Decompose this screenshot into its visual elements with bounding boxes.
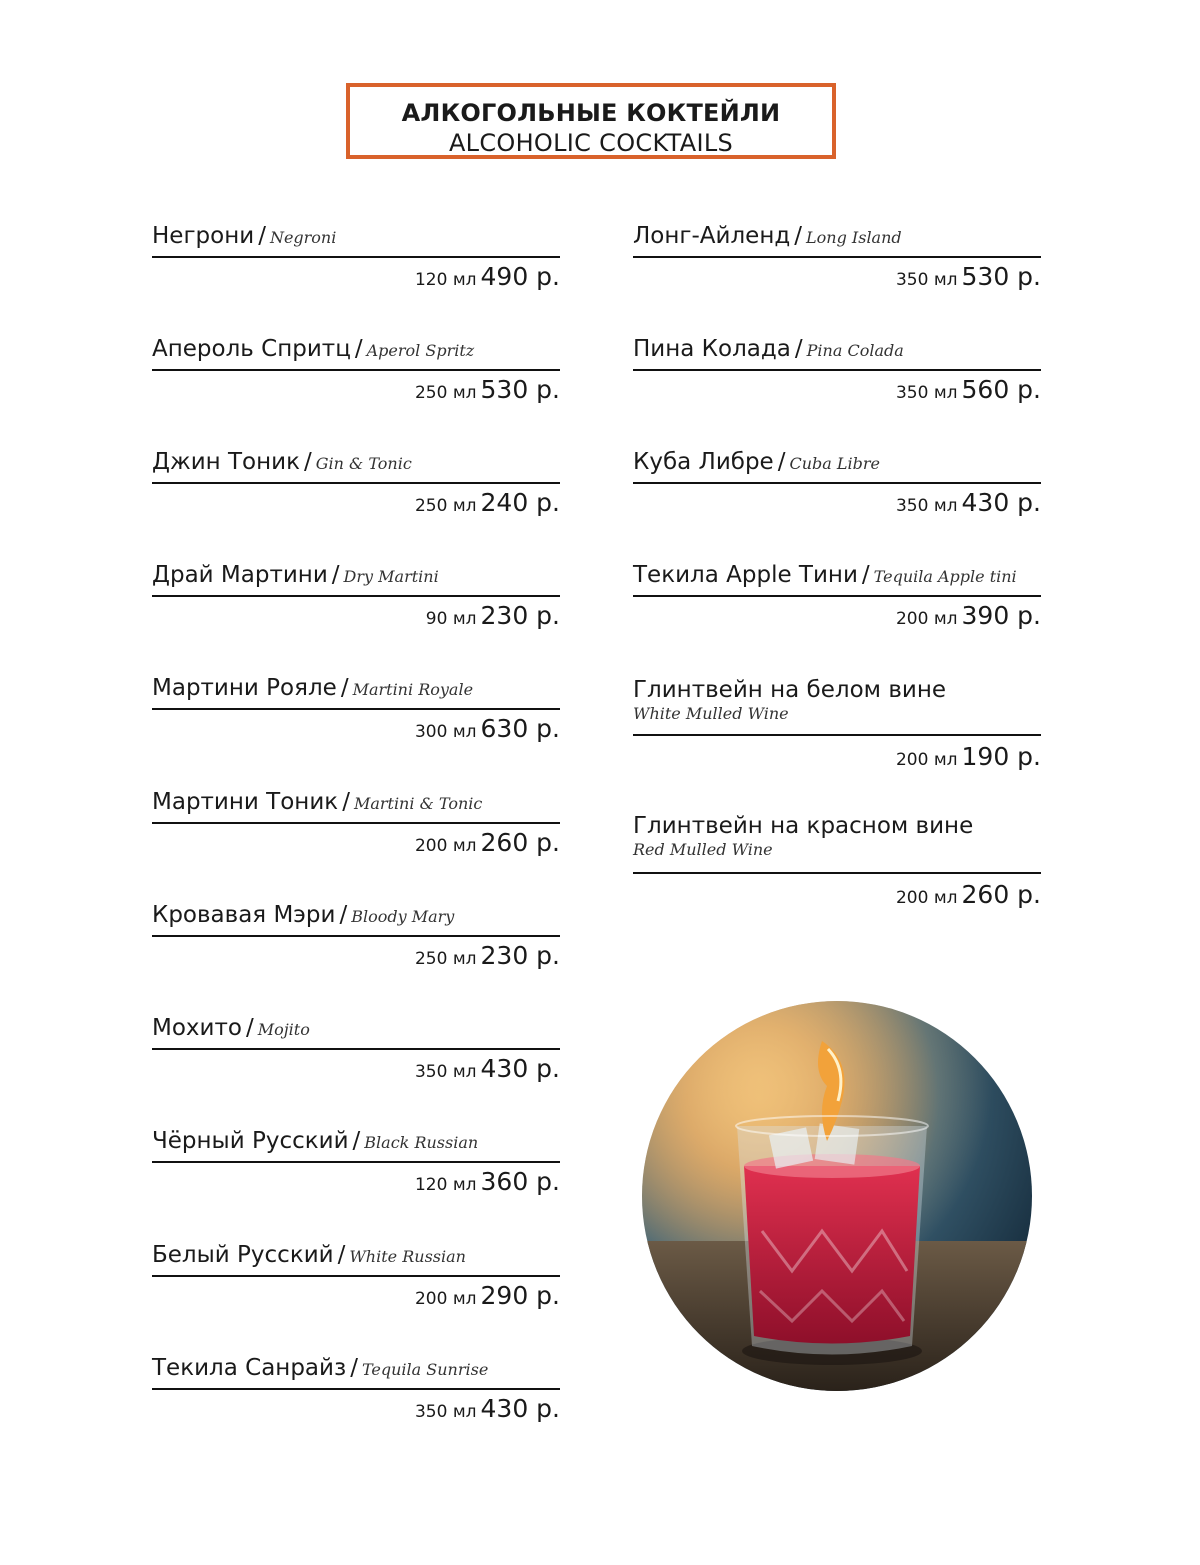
item-name-ru: Мохито (152, 1015, 242, 1041)
item-name-ru: Негрони (152, 223, 255, 249)
item-name-en: Pina Colada (806, 341, 904, 360)
item-price: 360 р. (480, 1167, 560, 1196)
item-volume: 90 мл (425, 609, 477, 629)
item-volume: 120 мл (414, 1175, 477, 1195)
menu-item-martini-royale (152, 674, 562, 743)
item-price: 290 р. (480, 1281, 560, 1310)
item-volume: 350 мл (895, 270, 958, 290)
menu-section-header (346, 83, 836, 159)
separator: / (342, 789, 350, 815)
divider (152, 1388, 560, 1390)
menu-item-black-russian (152, 1127, 562, 1196)
menu-item-red-mulled-wine (633, 812, 1043, 909)
section-title-ru: АЛКОГОЛЬНЫЕ КОКТЕЙЛИ (401, 99, 781, 127)
menu-item-aperol-spritz (152, 335, 562, 404)
item-volume: 200 мл (414, 836, 477, 856)
item-price: 430 р. (480, 1394, 560, 1423)
item-price: 630 р. (480, 714, 560, 743)
menu-item-bloody-mary (152, 901, 562, 970)
item-name-en: Aperol Spritz (366, 341, 475, 360)
divider (152, 935, 560, 937)
separator: / (350, 1355, 358, 1381)
menu-item-mojito (152, 1014, 562, 1083)
item-name-en: Negroni (269, 228, 337, 247)
item-volume: 120 мл (414, 270, 477, 290)
item-price: 260 р. (961, 880, 1041, 909)
separator: / (258, 223, 266, 249)
menu-item-tequila-sunrise (152, 1354, 562, 1423)
item-volume: 300 мл (414, 722, 477, 742)
divider (152, 369, 560, 371)
item-volume: 350 мл (895, 383, 958, 403)
divider (152, 1048, 560, 1050)
item-name-ru: Кровавая Мэри (152, 902, 336, 928)
item-price: 230 р. (480, 601, 560, 630)
divider (152, 482, 560, 484)
item-volume: 200 мл (895, 750, 958, 770)
item-name-en: Tequila Sunrise (361, 1360, 489, 1379)
divider (152, 595, 560, 597)
separator: / (331, 562, 340, 588)
separator: / (245, 1015, 254, 1041)
separator: / (354, 336, 363, 362)
item-name-ru: Глинтвейн на белом вине (633, 677, 947, 703)
item-name-en: Black Russian (364, 1133, 479, 1152)
separator: / (794, 223, 803, 249)
divider (633, 734, 1041, 736)
item-name-ru: Глинтвейн на красном вине (633, 813, 974, 839)
menu-item-gin-tonic (152, 448, 562, 517)
item-name-en: Gin & Tonic (315, 454, 412, 473)
item-name-ru: Куба Либре (633, 449, 774, 475)
item-name-ru: Текила Санрайз (152, 1355, 347, 1381)
item-price: 430 р. (961, 488, 1041, 517)
item-volume: 250 мл (414, 383, 477, 403)
item-price: 240 р. (480, 488, 560, 517)
item-name-en: Red Mulled Wine (633, 840, 773, 859)
item-name-en: Tequila Apple tini (873, 567, 1017, 586)
menu-item-pina-colada (633, 335, 1043, 404)
cocktail-photo (642, 1001, 1032, 1391)
item-volume: 250 мл (414, 949, 477, 969)
item-name-en: Cuba Libre (789, 454, 880, 473)
item-volume: 200 мл (895, 888, 958, 908)
item-name-en: Martini & Tonic (353, 794, 483, 813)
item-name-ru: Белый Русский (152, 1242, 334, 1268)
divider (633, 369, 1041, 371)
menu-item-cuba-libre (633, 448, 1043, 517)
item-name-en: Dry Martini (343, 567, 439, 586)
separator: / (794, 336, 803, 362)
item-name-ru: Лонг-Айленд (633, 223, 791, 249)
item-volume: 350 мл (414, 1402, 477, 1422)
item-name-en: Mojito (257, 1020, 310, 1039)
divider (152, 822, 560, 824)
item-price: 190 р. (961, 742, 1041, 771)
item-price: 560 р. (961, 375, 1041, 404)
item-volume: 200 мл (895, 609, 958, 629)
separator: / (337, 1242, 346, 1268)
item-volume: 350 мл (895, 496, 958, 516)
menu-item-dry-martini (152, 561, 562, 630)
item-price: 430 р. (480, 1054, 560, 1083)
item-volume: 200 мл (414, 1289, 477, 1309)
divider (633, 872, 1041, 874)
divider (152, 256, 560, 258)
item-name-ru: Текила Apple Тини (633, 562, 858, 588)
menu-item-negroni (152, 222, 562, 291)
item-price: 390 р. (961, 601, 1041, 630)
item-price: 530 р. (961, 262, 1041, 291)
item-name-ru: Мартини Тоник (152, 789, 339, 815)
divider (152, 1275, 560, 1277)
section-title-en: ALCOHOLIC COCKTAILS (448, 129, 734, 157)
item-volume: 350 мл (414, 1062, 477, 1082)
separator: / (352, 1128, 361, 1154)
separator: / (303, 449, 312, 475)
divider (152, 1161, 560, 1163)
item-name-en: Martini Royale (352, 680, 474, 699)
item-price: 490 р. (480, 262, 560, 291)
item-name-ru: Чёрный Русский (152, 1128, 349, 1154)
item-name-ru: Пина Колада (633, 336, 791, 362)
menu-item-long-island (633, 222, 1043, 291)
menu-item-white-russian (152, 1241, 562, 1310)
item-name-ru: Мартини Рояле (152, 675, 337, 701)
item-name-ru: Джин Тоник (152, 449, 300, 475)
item-name-ru: Апероль Спритц (152, 336, 351, 362)
item-name-en: Bloody Mary (351, 907, 455, 926)
separator: / (339, 902, 348, 928)
item-name-en: Long Island (806, 228, 902, 247)
divider (633, 482, 1041, 484)
divider (633, 256, 1041, 258)
item-name-en: White Mulled Wine (633, 704, 789, 723)
item-name-ru: Драй Мартини (152, 562, 328, 588)
separator: / (777, 449, 786, 475)
item-price: 530 р. (480, 375, 560, 404)
cocktail-glass-illustration (642, 1001, 1032, 1391)
item-price: 230 р. (480, 941, 560, 970)
menu-item-martini-tonic (152, 788, 562, 857)
item-price: 260 р. (480, 828, 560, 857)
separator: / (340, 675, 349, 701)
item-volume: 250 мл (414, 496, 477, 516)
separator: / (861, 562, 870, 588)
divider (633, 595, 1041, 597)
menu-item-tequila-apple-tini (633, 561, 1043, 630)
divider (152, 708, 560, 710)
menu-item-white-mulled-wine (633, 676, 1043, 771)
item-name-en: White Russian (349, 1247, 466, 1266)
